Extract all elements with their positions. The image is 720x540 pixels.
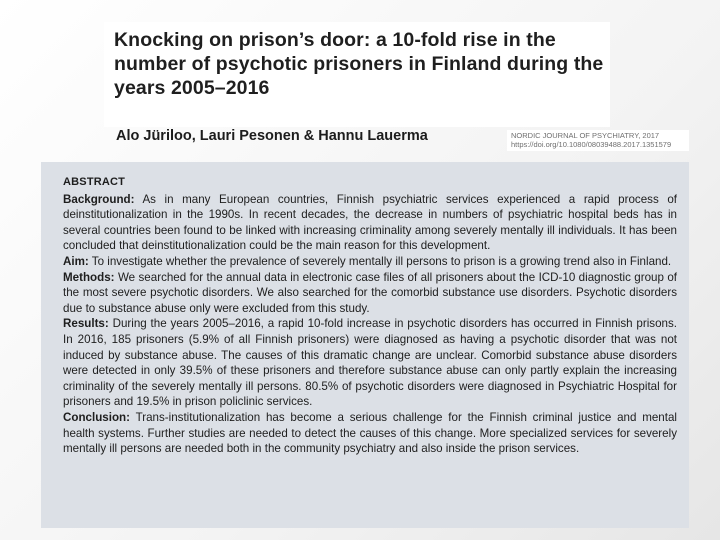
abstract-results xyxy=(63,316,677,410)
abstract-methods xyxy=(63,270,677,317)
section-label: Methods: xyxy=(63,270,115,284)
authors: Alo Jüriloo, Lauri Pesonen & Hannu Lauerma xyxy=(116,128,428,144)
abstract-box xyxy=(41,162,689,528)
abstract-heading: ABSTRACT xyxy=(63,176,126,188)
section-label: Conclusion: xyxy=(63,410,130,424)
section-text: During the years 2005–2016, a rapid 10-fold increase in psychotic disorders has occurred in Finnish prisons. In 2016, 185 prisoners (5.9% of all Finnish prisoners) were diagnosed as having a psychotic disorder that was not induced by substance abuse. The causes of this dramatic change are unclear. Comorbid substance abuse disorders were detected in only 39.5% of these prisoners and therefore substance abuse can only partly explain the increasing criminality of the severely mentally ill persons. 80.5% of psychotic disorders were diagnosed in Psychiatric Hospital for prisoners and 19.5% in prison policlinic services. xyxy=(63,317,677,409)
section-label: Results: xyxy=(63,317,109,331)
abstract-background xyxy=(63,192,677,254)
section-label: Aim: xyxy=(63,254,89,268)
journal-name: NORDIC JOURNAL OF PSYCHIATRY, 2017 xyxy=(511,131,660,140)
section-label: Background: xyxy=(63,192,135,206)
doi-link[interactable]: https://doi.org/10.1080/08039488.2017.1351579 xyxy=(511,140,672,149)
section-text: Trans-institutionalization has become a serious challenge for the Finnish criminal justice and mental health systems. Further studies are needed to detect the causes of this change. More specialized services for severely mentally ill persons are needed both in the community psychiatry and also inside the prison services. xyxy=(63,410,677,456)
title-card xyxy=(104,22,610,127)
paper-title: Knocking on prison’s door: a 10-fold rise in the number of psychotic prisoners in Finland during the years 2005–2016 xyxy=(114,29,604,99)
journal-citation xyxy=(507,130,689,151)
abstract-conclusion xyxy=(63,410,677,457)
section-text: As in many European countries, Finnish psychiatric services experienced a rapid process of deinstitutionalization in the 1990s. In recent decades, the decrease in numbers of psychiatric hospital beds has in several countries been found to be linked with increasing criminality among severely mentally ill individuals. It has been concluded that deinstitutionalization could be the main reason for this development. xyxy=(63,192,677,253)
abstract-aim xyxy=(63,254,677,270)
section-text: We searched for the annual data in electronic case files of all prisoners about the ICD-10 diagnostic group of the most severe psychotic disorders. We also searched for the comorbid substance use disorders. Psychotic disorders due to substance abuse only were excluded from this study. xyxy=(63,270,677,315)
section-text: To investigate whether the prevalence of severely mentally ill persons to prison is a growing trend also in Finland. xyxy=(91,254,672,268)
